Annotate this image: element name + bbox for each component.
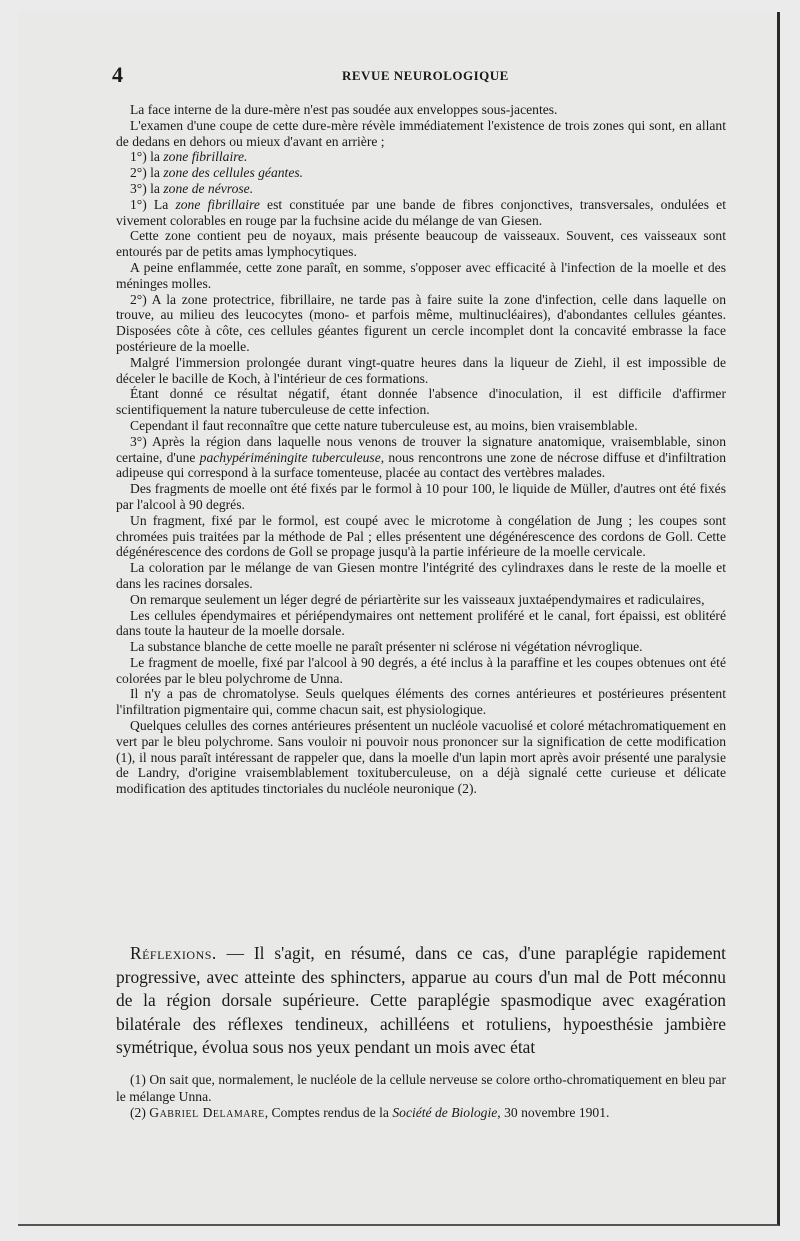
paragraph: Cette zone contient peu de noyaux, mais présente beaucoup de vaisseaux. Souvent, ces vaisseaux sont entourés par de petits amas lymphocytiques. (116, 228, 726, 260)
text-run: , 30 novembre 1901. (497, 1105, 610, 1120)
running-title: REVUE NEUROLOGIQUE (342, 68, 509, 83)
journal-title: Société de Biologie (392, 1105, 498, 1120)
paragraph: Étant donné ce résultat négatif, étant donnée l'absence d'inoculation, il est difficile d'affirmer scientifiquement la nature tuberculeuse de cette infection. (116, 386, 726, 418)
list-number: 2°) la (130, 165, 164, 181)
text-run: , nous rencontrons une zone de nécrose diffuse et d'infiltration adipeuse qui correspond à la surface tomenteuse, placée au contact des vertèbres malades. (116, 449, 726, 481)
list-item (116, 165, 726, 181)
paragraph: Malgré l'immersion prolongée durant vingt-quatre heures dans la liqueur de Ziehl, il est impossible de déceler le bacille de Koch, à l'intérieur de ces formations. (116, 354, 726, 386)
paragraph: Cependant il faut reconnaître que cette nature tuberculeuse est, au moins, bien vraisemblable. (130, 417, 638, 433)
paragraph: La face interne de la dure-mère n'est pas soudée aux enveloppes sous-jacentes. (130, 102, 558, 117)
text-run: — Il s'agit, en résumé, dans ce cas, d'une paraplégie rapidement progressive, avec atteinte des sphincters, apparue au cours d'un mal de Pott méconnu de la région dorsale supérieure. Cette paraplégie spasmodique avec exagération bilatérale des réflexes tendineux, achilléens et rotuliens, hypoesthésie jambière symétrique, évolua sous nos yeux pendant un mois avec état (116, 943, 726, 1057)
section-label: Réflexions. (130, 943, 217, 963)
paragraph (116, 434, 726, 481)
reflexions-section (116, 942, 726, 1060)
text-run: 3°) Après la région dans laquelle nous venons de trouver la signature anatomique, vraisemblable, sinon certaine, d'une (116, 433, 726, 465)
italic-term: zone fibrillaire (175, 196, 260, 212)
list-number: 1°) la (130, 149, 164, 165)
paragraph: Des fragments de moelle ont été fixés par le formol à 10 pour 100, le liquide de Müller, d'autres ont été fixés par l'alcool à 90 degrés. (116, 481, 726, 512)
text-run: est constituée par une bande de fibres conjonctives, transversales, ondulées et vivement colorables en rouge par la fuchsine acide du mélange de van Giesen. (116, 196, 726, 228)
paragraph: La substance blanche de cette moelle ne paraît présenter ni sclérose ni végétation névroglique. (130, 639, 643, 655)
paragraph (116, 197, 726, 229)
author-name: Gabriel Delamare (149, 1105, 265, 1120)
italic-term: pachypériméningite tuberculeuse (199, 449, 381, 465)
paragraph: 2°) A la zone protectrice, fibrillaire, ne tarde pas à faire suite la zone d'infection, celle dans laquelle on trouve, au milieu des leucocytes (mono- et parfois même, multinucléaires), d'abondantes cellules géantes. Disposées côte à côte, ces cellules géantes figurent un cercle incomplet dont la concavité embrasse la face postérieure de la moelle. (116, 291, 726, 354)
paragraph: L'examen d'une coupe de cette dure-mère révèle immédiatement l'existence de trois zones qui sont, en allant de dedans en dehors ou mieux d'avant en arrière ; (116, 117, 726, 149)
footnote-2 (116, 1105, 726, 1122)
text-run: , Comptes rendus de la (264, 1105, 393, 1120)
list-term: zone des cellules géantes. (163, 165, 304, 181)
paragraph: Quelques celulles des cornes antérieures présentent un nucléole vacuolisé et coloré métachromatiquement en vert par le bleu polychrome. Sans vouloir ni pouvoir nous prononcer sur la signification de cette modification (1), il nous paraît intéressant de rappeler que, dans la moelle d'un lapin mort après avoir présenté une paralysie de Landry, d'origine vraisemblablement toxituberculeuse, on a déjà signalé cette curieuse et délicate modification des aptitudes tinctoriales du nucléole neuronique (2). (116, 718, 726, 797)
footnotes (116, 1072, 726, 1122)
footnote-1: (1) On sait que, normalement, le nucléole de la cellule nerveuse se colore ortho-chromatiquement en bleu par le mélange Unna. (116, 1072, 726, 1104)
paragraph: On remarque seulement un léger degré de périartèrite sur les vaisseaux juxtaépendymaires et radiculaires, (130, 591, 705, 607)
paragraph: Un fragment, fixé par le formol, est coupé avec le microtome à congélation de Jung ; les coupes sont chromées puis traitées par la méthode de Pal ; elles présentent une dégénérescence des cordons de Goll. Cette dégénérescence des cordons de Goll se propage jusqu'à la partie inférieure de la moelle cervicale. (116, 512, 726, 560)
paragraph: Les cellules épendymaires et périépendymaires ont nettement proliféré et le canal, fort épaissi, est oblitéré dans toute la hauteur de la moelle dorsale. (116, 607, 726, 639)
paragraph: Le fragment de moelle, fixé par l'alcool à 90 degrés, a été inclus à la paraffine et les coupes obtenues ont été colorées par le bleu polychrome de Unna. (116, 654, 726, 686)
paragraph: Il n'y a pas de chromatolyse. Seuls quelques éléments des cornes antérieures et postérieures présentent l'infiltration pigmentaire qui, comme chacun sait, est physiologique. (116, 686, 726, 718)
list-term: zone fibrillaire. (163, 149, 248, 165)
paragraph (116, 942, 726, 1060)
list-item (116, 149, 726, 165)
page-number: 4 (112, 62, 123, 87)
article-body (116, 102, 726, 797)
list-item (116, 181, 726, 197)
text-run: 1°) La (130, 196, 176, 212)
paragraph: La coloration par le mélange de van Giesen montre l'intégrité des cylindraxes dans le reste de la moelle et dans les racines dorsales. (116, 560, 726, 591)
paragraph: A peine enflammée, cette zone paraît, en somme, s'opposer avec efficacité à l'infection de la moelle et des méninges molles. (116, 259, 726, 291)
text-run: (2) (130, 1105, 150, 1120)
running-header (112, 62, 732, 87)
list-term: zone de névrose. (163, 180, 254, 196)
list-number: 3°) la (130, 180, 164, 196)
